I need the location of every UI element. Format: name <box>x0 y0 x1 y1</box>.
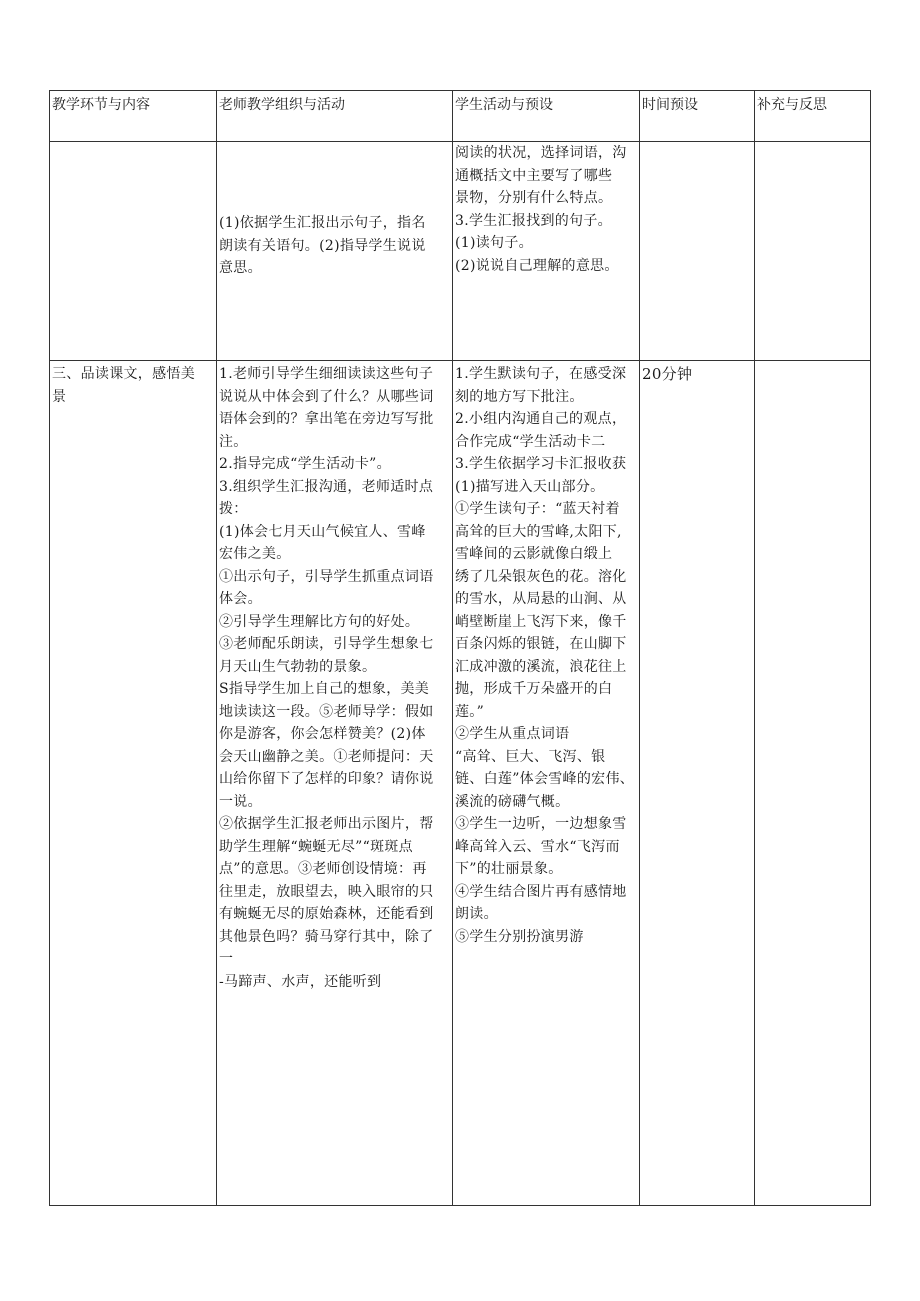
text-line: “高耸、巨大、飞泻、银 <box>455 748 606 765</box>
text-line: 宏伟之美。 <box>219 546 291 562</box>
table-row <box>50 361 871 1206</box>
stage-cell <box>50 142 217 361</box>
text-line: 通概括文中主要写了哪些 <box>455 167 613 184</box>
text-line: 下”的壮丽景象。 <box>455 861 563 877</box>
table-row <box>50 142 871 361</box>
text-line: ②学生从重点词语 <box>455 726 570 742</box>
text-line: 往里走，放眼望去，映入眼帘的只 <box>219 883 434 900</box>
header-time: 时间预设 <box>640 91 755 142</box>
text-line: 1.学生默读句子，在感受深 <box>455 366 627 382</box>
text-line: (1)体会七月天山气候宜人、雪峰 <box>219 523 426 540</box>
reflection-cell <box>755 361 871 1206</box>
teacher-cell <box>217 361 453 1206</box>
text-line: 峰高耸入云、雪水“飞泻而 <box>455 838 620 855</box>
text-line: 刻的地方写下批注。 <box>455 388 584 405</box>
text-line: 链、白莲”体会雪峰的宏伟、 <box>455 771 635 787</box>
text-line: 景物，分别有什么特点。 <box>455 190 613 206</box>
text-line: ⑤学生分别扮演男游 <box>455 928 584 945</box>
text-line: 地读读这一段。⑤老师导学：假如 <box>219 703 434 720</box>
text-line: ③学生一边听，一边想象雪 <box>455 816 627 832</box>
time-cell <box>640 361 755 1206</box>
text-line: 2.小组内沟通自己的观点， <box>455 411 627 427</box>
text-line: ④学生结合图片再有感情地 <box>455 883 627 900</box>
text-line: 意思。 <box>219 260 262 276</box>
text-line: 月天山生气勃勃的景象。 <box>219 658 377 675</box>
text-line: 抛，形成千万朵盛开的白 <box>455 681 613 697</box>
text-line: 一说。 <box>219 793 262 810</box>
text-line: S指导学生加上自己的想象，美美 <box>219 681 430 697</box>
text-line: ②依据学生汇报老师出示图片，帮 <box>219 816 434 832</box>
text-line: 合作完成“学生活动卡二 <box>455 433 606 450</box>
teacher-cell <box>217 142 453 361</box>
time-value: 20分钟 <box>642 365 693 383</box>
time-cell <box>640 142 755 361</box>
text-line: 山给你留下了怎样的印象？请你说 <box>219 771 434 787</box>
text-line: 朗读有关语句。(2)指导学生说说 <box>219 237 426 254</box>
header-teacher: 老师教学组织与活动 <box>217 91 453 142</box>
text-line: 阅读的状况，选择词语，沟 <box>455 145 627 161</box>
student-cell <box>453 361 640 1206</box>
student-cell <box>453 142 640 361</box>
text-line: 汇成冲激的溪流，浪花往上 <box>455 658 627 675</box>
text-line: 高耸的巨大的雪峰,太阳下, <box>455 523 622 540</box>
text-line: (1)读句子。 <box>455 235 533 251</box>
text-line: 莲。” <box>455 703 485 720</box>
text-line: 峭壁断崖上飞泻下来，像千 <box>455 613 627 630</box>
text-line: 体会。 <box>219 591 262 607</box>
text-line: 说说从中体会到了什么？从哪些词 <box>219 388 434 405</box>
text-line: (1)描写进入天山部分。 <box>455 478 605 495</box>
text-line: 的雪水，从局悬的山涧、从 <box>455 591 627 607</box>
lesson-plan-table <box>49 90 871 1206</box>
text-line: 一 <box>219 951 234 967</box>
text-line: 语体会到的？拿出笔在旁边写写批 <box>219 411 434 427</box>
text-line: 百条闪烁的银链，在山脚下 <box>455 636 627 652</box>
text-line: 助学生理解“蜿蜒无尽”“斑斑点 <box>219 838 413 855</box>
text-line: 景 <box>52 388 67 405</box>
text-line: 你是游客，你会怎样赞美？(2)体 <box>219 726 426 742</box>
text-line: 会天山幽静之美。①老师提问：天 <box>219 748 434 765</box>
text-line: 其他景色吗？骑马穿行其中，除了 <box>219 928 434 945</box>
text-line: 雪峰间的云影就像白缎上 <box>455 546 613 562</box>
text-line: 3.组织学生汇报沟通，老师适时点 <box>219 478 434 495</box>
header-student: 学生活动与预设 <box>453 91 640 142</box>
text-line: ①学生读句子：“蓝天衬着 <box>455 501 620 517</box>
text-line: ③老师配乐朗读，引导学生想象七 <box>219 636 434 652</box>
text-line: 3.学生汇报找到的句子。 <box>455 212 612 229</box>
text-line: 绣了几朵银灰色的花。溶化 <box>455 568 627 585</box>
text-line: 有蜿蜒无尽的原始森林，还能看到 <box>219 906 434 922</box>
header-stage: 教学环节与内容 <box>50 91 217 142</box>
text-line: 注。 <box>219 433 248 450</box>
text-line: 三、品读课文，感悟美 <box>52 366 195 382</box>
text-line: ①出示句子，引导学生抓重点词语 <box>219 568 434 585</box>
text-line: 朗读。 <box>455 906 498 922</box>
header-row <box>50 91 871 142</box>
text-line: (2)说说自己理解的意思。 <box>455 257 619 274</box>
stage-cell <box>50 361 217 1206</box>
text-line: 3.学生依据学习卡汇报收获 <box>455 456 627 472</box>
text-line: 溪流的磅礴气概。 <box>455 793 570 810</box>
text-line: -马蹄声、水声，还能听到 <box>219 973 382 990</box>
text-line: 2.指导完成“学生活动卡”。 <box>219 456 391 472</box>
text-line: ②引导学生理解比方句的好处。 <box>219 613 420 630</box>
text-line: 1.老师引导学生细细读读这些句子 <box>219 366 434 382</box>
text-line: 点”的意思。③老师创设情境：再 <box>219 861 427 877</box>
text-line: (1)依据学生汇报出示句子，指名 <box>219 215 426 231</box>
reflection-cell <box>755 142 871 361</box>
header-reflection: 补充与反思 <box>755 91 871 142</box>
text-line: 拨： <box>219 501 248 517</box>
